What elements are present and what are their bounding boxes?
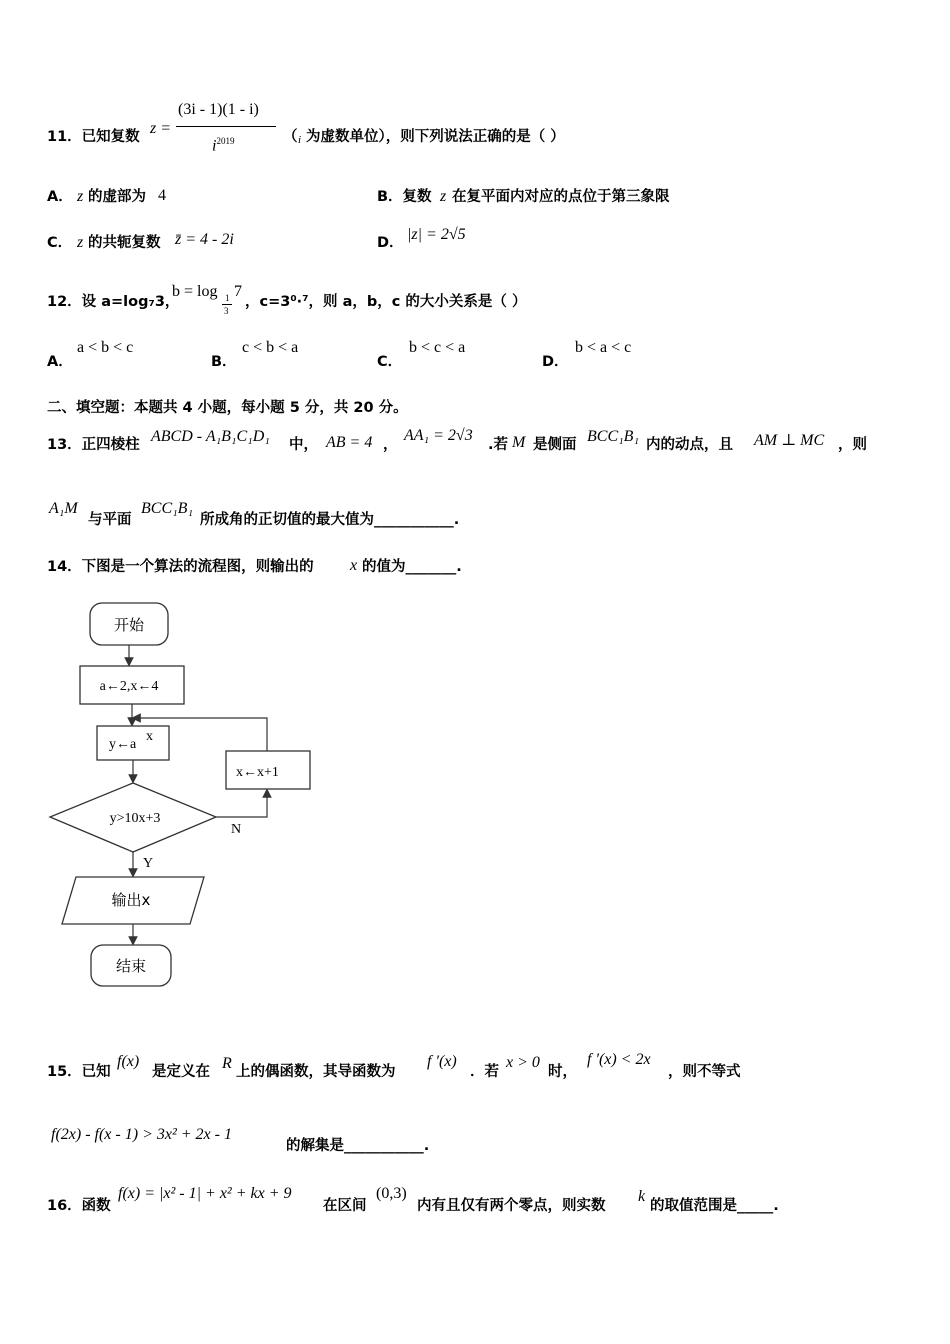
- q11-number: 11．已知复数: [47, 129, 140, 145]
- q11-paren: （: [283, 129, 298, 145]
- q15-fpx: f ′(x): [427, 1053, 457, 1070]
- flowchart-assign-label: y←a: [109, 737, 137, 752]
- q12-b-base-bottom: 3: [224, 306, 229, 316]
- q16-t3: 的取值范围是_____.: [650, 1198, 779, 1214]
- q13-line2-mid: 与平面: [88, 512, 132, 528]
- q15-t5: ，则不等式: [668, 1064, 741, 1080]
- q16-interval: (0,3): [376, 1185, 407, 1202]
- q12-b-log: b = log: [172, 283, 218, 300]
- flowchart-start-label: 开始: [113, 616, 145, 634]
- q12-option-c-math: b < c < a: [409, 339, 466, 356]
- q12-option-d-math: b < a < c: [575, 339, 632, 356]
- q15-line2-tail: 的解集是___________.: [286, 1138, 430, 1154]
- q12-option-d-label: D．: [542, 354, 569, 370]
- q11-tail: 为虚数单位），则下列说法正确的是（ ）: [306, 129, 565, 145]
- q13-ruo: .若: [488, 437, 509, 453]
- q12-tail: ，c=3⁰·⁷，则 a，b，c 的大小关系是（ ）: [245, 294, 527, 310]
- q11-denominator: $i^{2019}$: [212, 136, 235, 155]
- q15-t2: 上的偶函数，其导函数为: [236, 1064, 396, 1080]
- q12-b-base-top: 1: [225, 293, 230, 303]
- flowchart-condition-label: y>10x+3: [109, 811, 161, 826]
- q15-line2-math: f(2x) - f(x - 1) > 3x² + 2x - 1: [51, 1126, 232, 1143]
- q13-line2-face: BCC₁B₁: [141, 500, 194, 517]
- q11-option-a-text: 的虚部为: [88, 189, 146, 205]
- q15-t4: 时，: [548, 1064, 577, 1080]
- q14-text-a: 14．下图是一个算法的流程图，则输出的: [47, 559, 314, 575]
- q15-ineq: f ′(x) < 2x: [587, 1051, 651, 1068]
- q11-option-c-var: z: [77, 234, 84, 251]
- q16-func: f(x) = |x² - 1| + x² + kx + 9: [118, 1185, 292, 1202]
- section-2-title: 二、填空题：本题共 4 小题，每小题 5 分，共 20 分。: [47, 400, 408, 416]
- q11-option-c-label: C．: [47, 235, 73, 251]
- q11-i-var: i: [298, 134, 302, 146]
- q12-option-a-math: a < b < c: [77, 339, 134, 356]
- q13-line2-var: A₁M: [49, 500, 78, 517]
- q13-ze: ，则: [838, 437, 867, 453]
- q16-number: 16．函数: [47, 1198, 111, 1214]
- flowchart-assign-exp: x: [146, 729, 153, 744]
- q12-option-b-math: c < b < a: [242, 339, 299, 356]
- q15-number: 15．已知: [47, 1064, 111, 1080]
- flowchart-arrow-no: [216, 793, 267, 817]
- q16-t1: 在区间: [323, 1198, 367, 1214]
- q11-option-b-var: z: [440, 188, 447, 205]
- flowchart-yes-label: Y: [143, 856, 154, 871]
- q11-option-b-label: B．复数: [377, 189, 432, 205]
- q11-option-a-var: z: [77, 188, 84, 205]
- q13-face: BCC₁B₁: [587, 428, 640, 445]
- flowchart-end-label: 结束: [115, 957, 147, 975]
- flowchart-output-label: 输出x: [111, 891, 151, 909]
- q12-option-a-label: A．: [47, 354, 73, 370]
- q16-t2: 内有且仅有两个零点，则实数: [417, 1198, 606, 1214]
- q11-option-a-label: A．: [47, 189, 73, 205]
- q13-line2-tail: 所成角的正切值的最大值为___________.: [200, 512, 460, 528]
- q13-inner: 内的动点，且: [646, 437, 733, 453]
- q15-fx: f(x): [117, 1053, 140, 1070]
- q14-text-b: 的值为_______.: [362, 559, 462, 575]
- q13-comma: ，: [383, 437, 398, 453]
- q11-option-c-text: 的共轭复数: [88, 235, 161, 251]
- q15-t1: 是定义在: [152, 1064, 210, 1080]
- q12-b-arg: 7: [234, 283, 242, 300]
- q13-aa1: AA₁ = 2√3: [404, 427, 473, 444]
- q12-option-b-label: B．: [211, 354, 237, 370]
- q11-option-c-math: z̄ = 4 - 2i: [175, 231, 234, 248]
- q16-k: k: [638, 1188, 646, 1205]
- q13-perp: AM ⊥ MC: [754, 432, 825, 449]
- q11-option-d-label: D．: [377, 235, 404, 251]
- q13-side: 是侧面: [533, 437, 577, 453]
- q11-option-a-math: 4: [158, 187, 166, 204]
- q11-numerator: (3i - 1)(1 - i): [178, 101, 259, 118]
- flowchart-no-label: N: [231, 822, 242, 837]
- q12-number: 12．设 a=log₇3，: [47, 294, 180, 310]
- q13-mid: 中，: [289, 437, 318, 453]
- q15-t3: ．若: [470, 1064, 499, 1080]
- q14-x-var: x: [350, 557, 358, 574]
- q12-option-c-label: C．: [377, 354, 403, 370]
- q13-ab: AB = 4: [326, 434, 373, 451]
- q11-option-d-math: |z| = 2√5: [407, 226, 466, 243]
- q15-cond: x > 0: [506, 1054, 540, 1071]
- flowchart-init-label: a←2,x←4: [99, 679, 159, 694]
- q15-R: R: [222, 1055, 232, 1072]
- q11-z-eq: z =: [150, 120, 172, 137]
- q13-m-var: M: [512, 434, 526, 451]
- q13-number: 13．正四棱柱: [47, 437, 140, 453]
- flowchart-increment-label: x←x+1: [236, 765, 279, 780]
- q11-option-b-text: 在复平面内对应的点位于第三象限: [452, 189, 670, 205]
- q13-prism: ABCD - A₁B₁C₁D₁: [151, 428, 270, 445]
